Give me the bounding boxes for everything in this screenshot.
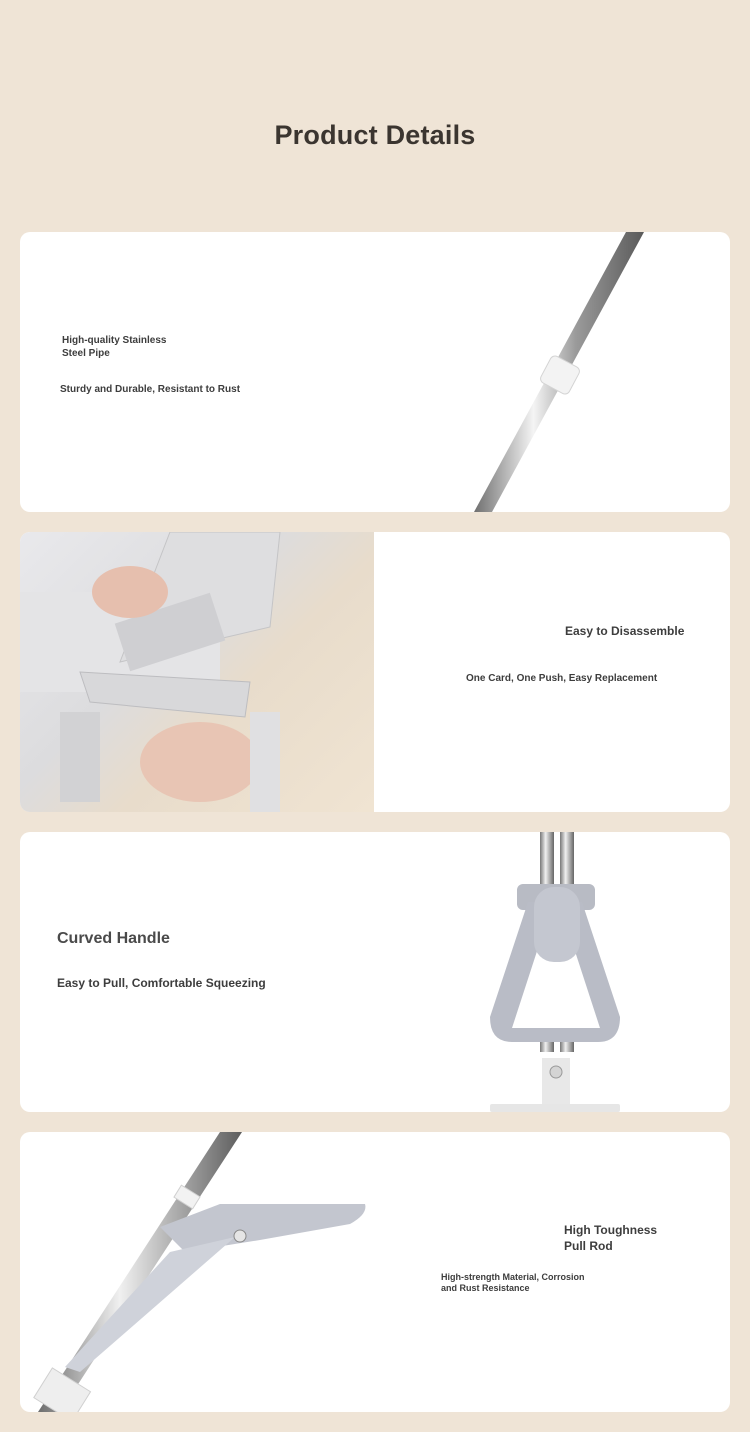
feature-subtext: High-strength Material, Corrosion and Rust Resistance xyxy=(441,1272,585,1293)
pull-rod-image xyxy=(20,1132,730,1412)
page-title: Product Details xyxy=(274,120,476,150)
curved-handle-image xyxy=(20,832,730,1112)
feature-subtext: Easy to Pull, Comfortable Squeezing xyxy=(57,976,266,990)
disassemble-photo xyxy=(20,532,374,812)
feature-card-steel-pipe xyxy=(20,232,730,512)
feature-subtext: Sturdy and Durable, Resistant to Rust xyxy=(60,384,241,395)
feature-card-curved-handle xyxy=(20,832,730,1112)
steel-pipe-image xyxy=(20,232,730,512)
feature-heading: High-quality Stainless Steel Pipe xyxy=(62,335,167,359)
feature-card-disassemble xyxy=(20,532,730,812)
feature-heading: High Toughness Pull Rod xyxy=(564,1223,658,1253)
feature-heading: Curved Handle xyxy=(57,930,170,947)
feature-card-pull-rod xyxy=(20,1132,730,1412)
feature-subtext: One Card, One Push, Easy Replacement xyxy=(466,673,658,684)
feature-heading: Easy to Disassemble xyxy=(565,624,685,638)
